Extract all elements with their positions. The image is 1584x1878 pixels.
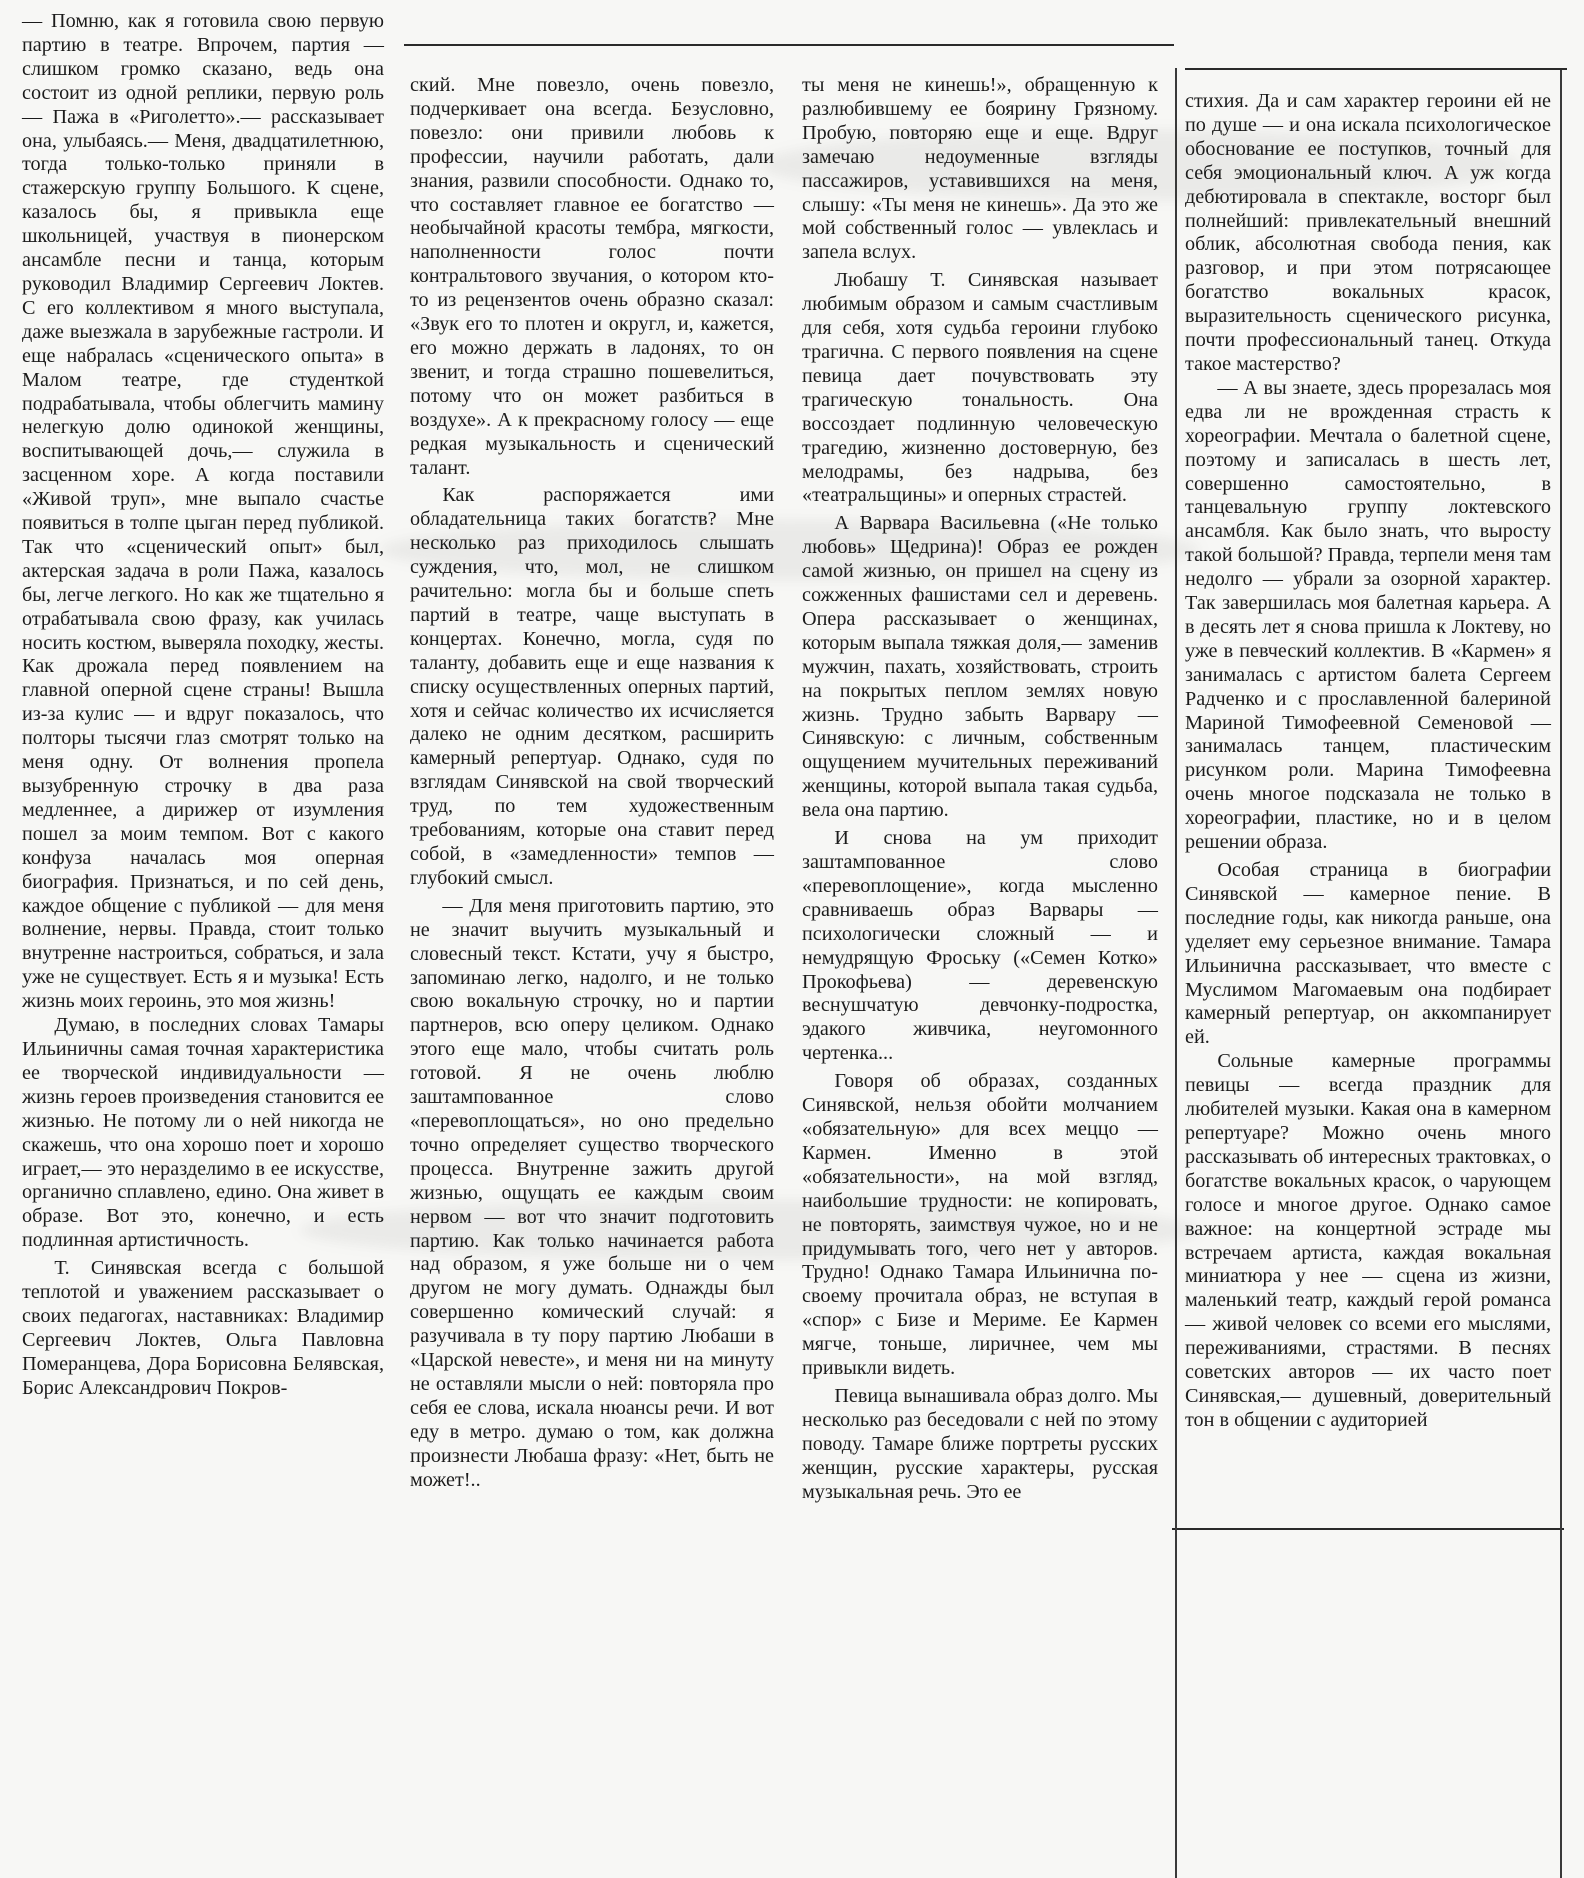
paragraph: Говоря об образах, созданных Синявской, нельзя обойти молчанием «обязательную» для всех меццо — Кармен. Именно в этой «обязательности», на мой взгляд, наибольшие трудности: не копировать, не повторять, заимствуя чужое, но и не придумывать того, чего нет у авторов. Трудно! Однако Тамара Ильинична по-своему прочитала образ, не вступая в «спор» с Бизе и Мериме. Ее Кармен мягче, тоньше, лиричнее, чем мы привыкли видеть. <box>802 1070 1158 1380</box>
paragraph: И снова на ум приходит заштампованное слово «перевоплощение», когда мысленно сравниваешь образ Варвары — психологически сложный — и немудрящую Фроську («Семен Котко» Прокофьева) — деревенскую веснушчатую девчонку-подростка, эдакого живчика, неугомонного чертенка... <box>802 827 1158 1065</box>
column-divider <box>1560 70 1562 1878</box>
paragraph: ский. Мне повезло, очень повезло, подчеркивает она всегда. Безусловно, повезло: они привили любовь к профессии, научили работать, дали знания, развили способности. Однако то, что составляет главное ее богатство — необычайной красоты тембра, мягкости, наполненности голос почти контральтового звучания, о котором кто-то из рецензентов очень образно сказал: «Звук его то плотен и округл, и, кажется, его можно держать в ладонях, то он звенит, и тогда страшно пошевелиться, потому что он может разбиться в воздухе». А к прекрасному голосу — еще редкая музыкальность и сценический талант. <box>410 74 774 479</box>
paragraph: стихия. Да и сам характер героини ей не по душе — и она искала психологическое обоснование ее поступков, точный для себя эмоциональный ключ. А уж когда дебютировала в спектакле, восторг был полнейший: привлекательный внешний облик, абсолютная свобода пения, как разговор, и при этом потрясающее богатство вокальных красок, выразительность сценического рисунка, почти профессиональный танец. Откуда такое мастерство? <box>1185 90 1551 375</box>
paragraph: Думаю, в последних словах Тамары Ильиничны самая точная характеристика ее творческой индивидуальности — жизнь героев произведения становится ее жизнью. Не потому ли о ней никогда не скажешь, что она хорошо поет и хорошо играет,— это неразделимо в ее искусстве, органично сплавлено, едино. Она живет в образе. Вот это, конечно, и есть подлинная артистичность. <box>22 1014 384 1252</box>
column-top-rule <box>1185 68 1567 70</box>
text-column-3 <box>802 74 1158 1504</box>
paragraph: Любашу Т. Синявская называет любимым образом и самым счастливым для себя, хотя судьба героини глубоко трагична. С первого появления на сцене певица дает почувствовать эту трагическую тональность. Она воссоздает подлинную человеческую трагедию, жизненно достоверную, без мелодрамы, без надрыва, без «театральщины» и оперных страстей. <box>802 269 1158 507</box>
column-top-rule <box>404 44 1174 46</box>
paragraph: Как распоряжается ими обладательница таких богатств? Мне несколько раз приходилось слышать суждения, что, мол, не слишком рачительно: могла бы и больше спеть партий в театре, чаще выступать в концертах. Конечно, могла, судя по таланту, добавить еще и еще названия к списку осуществленных оперных партий, хотя и сейчас количество их исчисляется далеко не одним десятком, расширить камерный репертуар. Однако, судя по взглядам Синявской на свой творческий труд, по тем художественным требованиям, которые она ставит перед собой, в «замедленности» темпов — глубокий смысл. <box>410 484 774 889</box>
paragraph: Т. Синявская всегда с большой теплотой и уважением рассказывает о своих педагогах, наставниках: Владимир Сергеевич Локтев, Ольга Павловна Померанцева, Дора Борисовна Белявская, Борис Александрович Покров- <box>22 1257 384 1399</box>
paragraph: Особая страница в биографии Синявской — камерное пение. В последние годы, как никогда раньше, она уделяет ему серьезное внимание. Тамара Ильинична рассказывает, что вместе с Муслимом Магомаевым она подбирает камерный репертуар, он аккомпанирует ей. <box>1185 859 1551 1049</box>
column-divider <box>1175 68 1177 1878</box>
section-rule <box>1172 1528 1564 1530</box>
paragraph: — Для меня приготовить партию, это не значит выучить музыкальный и словесный текст. Кстати, учу я быстро, запоминаю легко, надолго, и не только свою вокальную строчку, но и партии партнеров, всю оперу целиком. Однако этого еще мало, чтобы считать роль готовой. Я не очень люблю заштампованное слово «перевоплощаться», но оно предельно точно определяет существо творческого процесса. Внутренне зажить другой жизнью, ощущать ее каждым своим нервом — вот что значит подготовить партию. Как только начинается работа над образом, я уже больше ни о чем другом не могу думать. Однажды был совершенно комический случай: я разучивала в ту пору партию Любаши в «Царской невесте», и меня ни на минуту не оставляли мысли о ней: повторяла про себя ее слова, искала нюансы речи. И вот еду в метро. думаю о том, как должна произнести Любаша фразу: «Нет, быть не может!.. <box>410 894 774 1491</box>
text-column-2 <box>410 74 774 1492</box>
paragraph: ты меня не кинешь!», обращенную к разлюбившему ее боярину Грязному. Пробую, повторяю еще и еще. Вдруг замечаю недоуменные взгляды пассажиров, уставившихся на меня, слышу: «Ты меня не кинешь». Да это же мой собственный голос — увлеклась и запела вслух. <box>802 74 1158 264</box>
paragraph: — Помню, как я готовила свою первую партию в театре. Впрочем, партия — слишком громко сказано, ведь она состоит из одной реплики, первую роль — Пажа в «Риголетто».— рассказывает она, улыбаясь.— Меня, двадцатилетнюю, тогда только-только приняли в стажерскую группу Большого. К сцене, казалось бы, я привыкла еще школьницей, участвуя в пионерском ансамбле песни и танца, которым руководил Владимир Сергеевич Локтев. С его коллективом я много выступала, даже выезжала в зарубежные гастроли. И еще набралась «сценического опыта» в Малом театре, где студенткой подрабатывала, чтобы облегчить мамину нелегкую долю одинокой женщины, воспитывающей дочь,— служила в засценном хоре. А когда поставили «Живой труп», мне выпало счастье появиться в толпе цыган перед публикой. Так что «сценический опыт» был, актерская задача в роли Пажа, казалось бы, легче легкого. Но как же тщательно я отрабатывала свою фразу, как училась носить костюм, выверяла походку, жесты. Как дрожала перед появлением на главной оперной сцене страны! Вышла из-за кулис — и вдруг показалось, что полторы тысячи глаз смотрят только на меня одну. От волнения пропела вызубренную строчку в два раза медленнее, а дирижер от изумления пошел за моим темпом. Вот с какого конфуза началась моя оперная биография. Признаться, и по сей день, каждое общение с публикой — для меня волнение, нервы. Правда, стоит только внутренне настроиться, собраться, и зала уже не существует. Есть я и музыка! Есть жизнь моих героинь, это моя жизнь! <box>22 10 384 1013</box>
paragraph: Певица вынашивала образ долго. Мы несколько раз беседовали с ней по этому поводу. Тамаре ближе портреты русских женщин, русские характеры, русская музыкальная речь. Это ее <box>802 1384 1158 1503</box>
paragraph: Сольные камерные программы певицы — всегда праздник для любителей музыки. Какая она в камерном репертуаре? Можно очень много рассказывать об интересных трактовках, о богатстве вокальных красок, о чарующем голосе и многое другое. Однако самое важное: на концертной эстраде мы встречаем артиста, каждая вокальная миниатюра у нее — сцена из жизни, маленький театр, каждый герой романса — живой человек со всеми его мыслями, переживаниями, страстями. В песнях советских авторов — их часто поет Синявская,— душевный, доверительный тон в общении с аудиторией <box>1185 1050 1551 1431</box>
text-column-1 <box>22 10 384 1401</box>
paragraph: А Варвара Васильевна («Не только любовь» Щедрина)! Образ ее рожден самой жизнью, он пришел на сцену из сожженных фашистами сел и деревень. Опера рассказывает о женщинах, которым выпала тяжкая доля,— заменив мужчин, пахать, хозяйствовать, строить на покрытых пеплом землях новую жизнь. Трудно забыть Варвару — Синявскую: с личным, собственным ощущением мучительных переживаний женщины, которой выпала такая судьба, вела она партию. <box>802 512 1158 822</box>
text-column-4 <box>1185 90 1551 1433</box>
paragraph: — А вы знаете, здесь прорезалась моя едва ли не врожденная страсть к хореографии. Мечтала о балетной сцене, поэтому и записалась в шесть лет, совершенно самостоятельно, в танцевальную группу локтевского ансамбля. Как было знать, что выросту такой большой? Правда, терпели меня там недолго — убрали за озорной характер. Так завершилась моя балетная карьера. А в десять лет я снова пришла к Локтеву, но уже в певческий коллектив. В «Кармен» я занималась с артистом балета Сергеем Радченко и с прославленной балериной Мариной Тимофеевной Семеновой — занималась танцем, пластическим рисунком роли. Марина Тимофеевна очень многое подсказала не только в хореографии, пластике, но и в целом решении образа. <box>1185 376 1551 854</box>
